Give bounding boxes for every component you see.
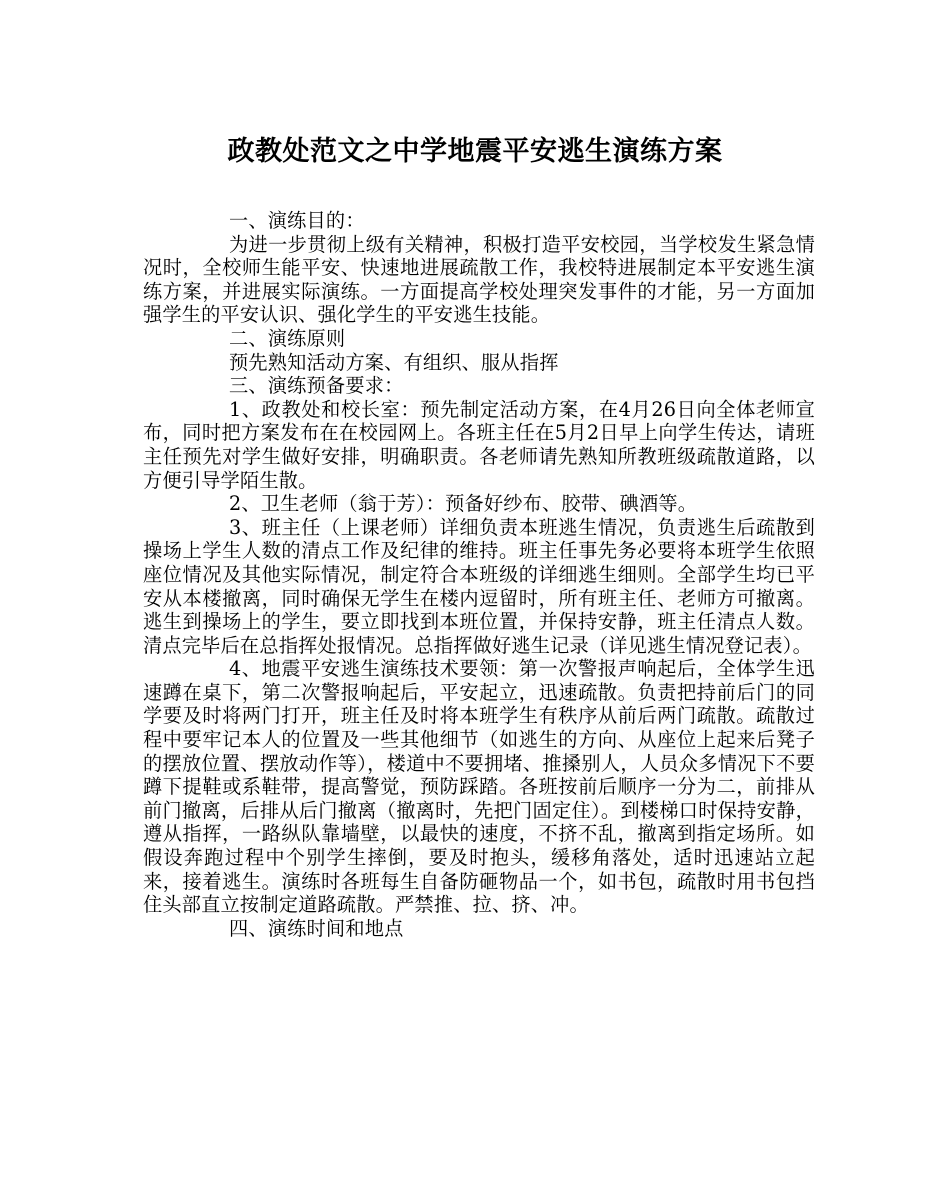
purpose-paragraph: 为进一步贯彻上级有关精神，积极打造平安校园，当学校发生紧急情况时，全校师生能平安、快速地进展疏散工作，我校特进展制定本平安逃生演练方案，并进展实际演练。一方面提高学校处理突发事件的才能，另一方面加强学生的平安认识、强化学生的平安逃生技能。: [143, 232, 815, 327]
preparation-item-4: 4、地震平安逃生演练技术要领：第一次警报声响起后，全体学生迅速蹲在桌下，第二次警报响起后，平安起立，迅速疏散。负责把持前后门的同学要及时将两门打开，班主任及时将本班学生有秩序从前后两门疏散。疏散过程中要牢记本人的位置及一些其他细节（如逃生的方向、从座位上起来后凳子的摆放位置、摆放动作等），楼道中不要拥堵、推搡别人，人员众多情况下不要蹲下提鞋或系鞋带，提高警觉，预防踩踏。各班按前后顺序一分为二，前排从前门撤离，后排从后门撤离（撤离时，先把门固定住）。到楼梯口时保持安静，遵从指挥，一路纵队靠墙壁，以最快的速度，不挤不乱，撤离到指定场所。如假设奔跑过程中个别学生摔倒，要及时抱头，缓移角落处，适时迅速站立起来，接着逃生。演练时各班每生自备防砸物品一个，如书包，疏散时用书包挡住头部直立按制定道路疏散。严禁推、拉、挤、冲。: [143, 657, 815, 917]
preparation-item-1: 1、政教处和校长室：预先制定活动方案，在4月26日向全体老师宣布，同时把方案发布在在校园网上。各班主任在5月2日早上向学生传达，请班主任预先对学生做好安排，明确职责。各老师请先熟知所教班级疏散道路，以方便引导学陌生散。: [143, 397, 815, 492]
preparation-item-3: 3、班主任（上课老师）详细负责本班逃生情况，负责逃生后疏散到操场上学生人数的清点工作及纪律的维持。班主任事先务必要将本班学生依照座位情况及其他实际情况，制定符合本班级的详细逃生细则。全部学生均已平安从本楼撤离，同时确保无学生在楼内逗留时，所有班主任、老师方可撤离。逃生到操场上的学生，要立即找到本班位置，并保持安静，班主任清点人数。清点完毕后在总指挥处报情况。总指挥做好逃生记录（详见逃生情况登记表）。: [143, 515, 815, 657]
section-heading-time-place: 四、演练时间和地点: [229, 916, 404, 940]
principles-paragraph: 预先熟知活动方案、有组织、服从指挥: [229, 350, 559, 374]
preparation-item-2: 2、卫生老师（翁于芳）：预备好纱布、胶带、碘酒等。: [229, 492, 698, 516]
document-title: 政教处范文之中学地震平安逃生演练方案: [227, 136, 723, 167]
document-body: [143, 209, 815, 940]
section-heading-preparation: 三、演练预备要求：: [229, 374, 404, 398]
section-heading-purpose: 一、演练目的：: [229, 209, 365, 232]
section-heading-principles: 二、演练原则: [229, 326, 346, 350]
